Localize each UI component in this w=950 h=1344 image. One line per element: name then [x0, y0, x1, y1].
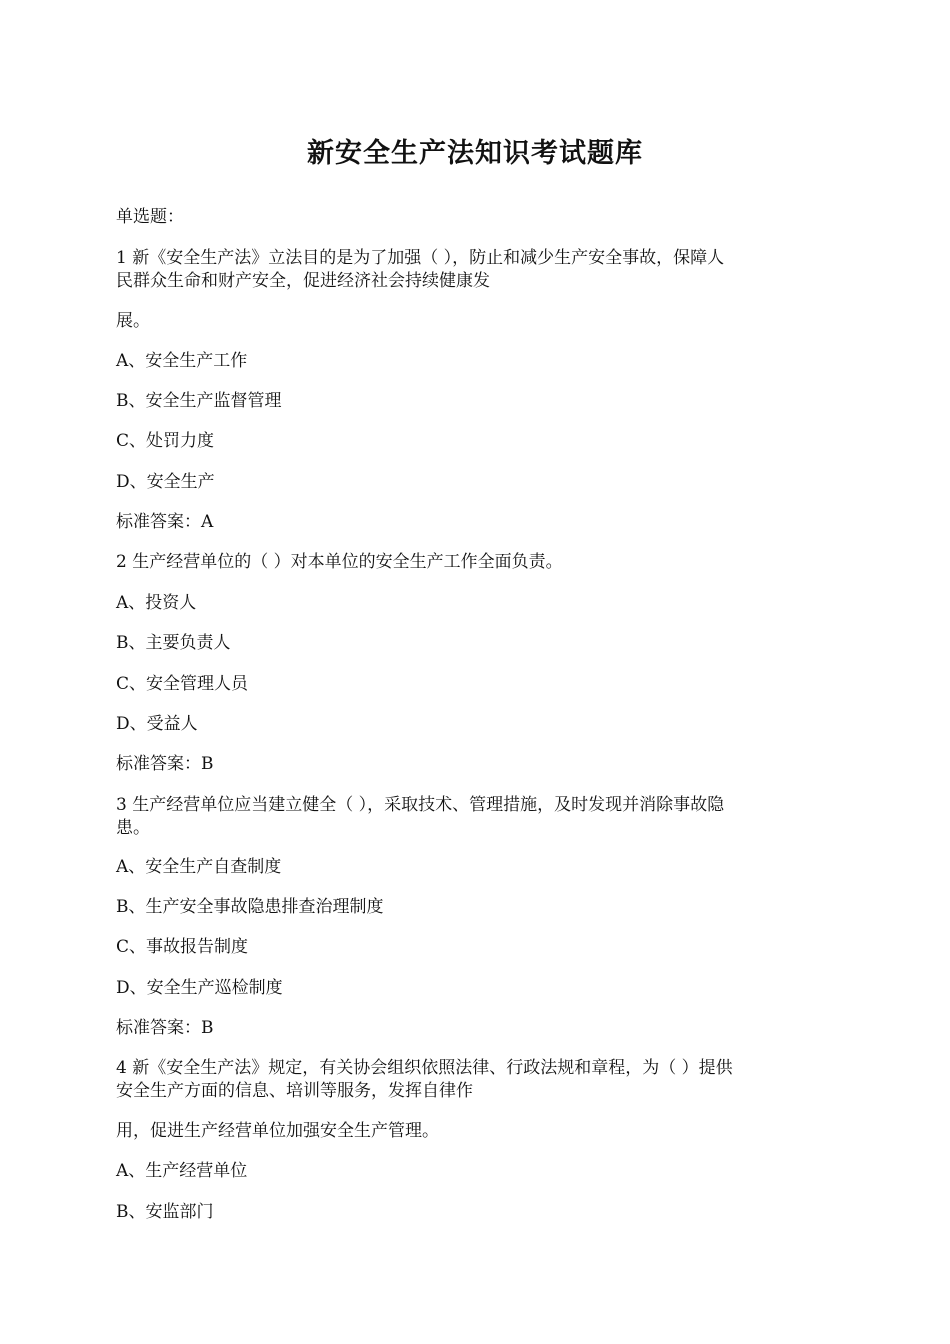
- question-3-answer: 标准答案：B: [116, 1018, 214, 1038]
- question-3-stem-line-2: 患。: [116, 818, 150, 838]
- document-title: 新安全生产法知识考试题库: [307, 138, 643, 169]
- question-4-option-b: B、安监部门: [116, 1202, 214, 1222]
- question-4-stem-line-1: 4 新《安全生产法》规定，有关协会组织依照法律、行政法规和章程，为（ ）提供: [116, 1058, 733, 1078]
- section-heading: 单选题：: [116, 207, 184, 227]
- question-3-option-a: A、安全生产自查制度: [116, 857, 282, 877]
- question-2-stem-line-1: 2 生产经营单位的（ ）对本单位的安全生产工作全面负责。: [116, 552, 563, 572]
- question-3-option-c: C、事故报告制度: [116, 937, 249, 957]
- question-4-option-a: A、生产经营单位: [116, 1161, 248, 1181]
- question-2-option-c: C、安全管理人员: [116, 674, 249, 694]
- question-1-option-d: D、安全生产: [116, 472, 215, 492]
- question-1-option-a: A、安全生产工作: [116, 351, 248, 371]
- question-2-option-d: D、受益人: [116, 714, 198, 734]
- question-1-option-b: B、安全生产监督管理: [116, 391, 282, 411]
- question-2-answer: 标准答案：B: [116, 754, 214, 774]
- question-3-stem-line-1: 3 生产经营单位应当建立健全（ ），采取技术、管理措施，及时发现并消除事故隐: [116, 795, 725, 815]
- question-2-option-b: B、主要负责人: [116, 633, 231, 653]
- question-1-answer: 标准答案：A: [116, 512, 214, 532]
- question-1-stem-line-2: 民群众生命和财产安全，促进经济社会持续健康发: [116, 271, 490, 291]
- question-4-stem-line-2: 安全生产方面的信息、培训等服务，发挥自律作: [116, 1081, 473, 1101]
- question-1-stem-line-3: 展。: [116, 311, 150, 331]
- question-2-option-a: A、投资人: [116, 593, 197, 613]
- question-3-option-d: D、安全生产巡检制度: [116, 978, 283, 998]
- question-4-stem-line-3: 用，促进生产经营单位加强安全生产管理。: [116, 1121, 439, 1141]
- question-1-option-c: C、处罚力度: [116, 431, 215, 451]
- question-3-option-b: B、生产安全事故隐患排查治理制度: [116, 897, 384, 917]
- question-1-stem-line-1: 1 新《安全生产法》立法目的是为了加强（ ），防止和减少生产安全事故，保障人: [116, 248, 725, 268]
